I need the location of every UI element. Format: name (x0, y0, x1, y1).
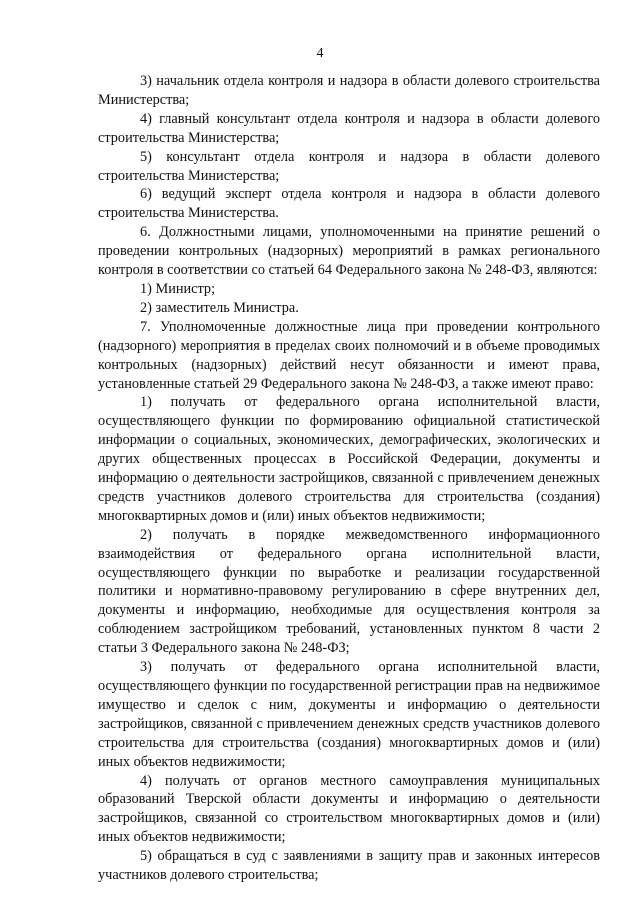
page-number: 4 (316, 46, 324, 61)
paragraph-item-5: 5) консультант отдела контроля и надзора в области долевого строительства Министерства; (98, 148, 600, 184)
paragraph-right-2: 2) получать в порядке межведомственного информационного взаимодействия от федерального органа исполнительной власти, осуществляющего функции по выработке и реализации государственной политики и нормативно-правовому регулированию в сфере внутренних дел, документы и информацию, необходимые для осуществления контроля за соблюдением застройщиком требований, установленных пунктом 8 части 2 статьи 3 Федерального закона № 248-ФЗ; (98, 526, 600, 657)
paragraph-section-6: 6. Должностными лицами, уполномоченными на принятие решений о проведении контрольных (надзорных) мероприятий в рамках регионального контроля в соответствии со статьей 64 Федерального закона № 248-ФЗ, являются: (98, 224, 600, 279)
paragraph-minister: 1) Министр; (140, 280, 216, 297)
paragraph-right-1: 1) получать от федерального органа исполнительной власти, осуществляющего функции по формированию официальной статистической информации о социальных, экономических, демографических, экологических и других общественных процессах в Российской Федерации, документы и информацию о деятельности застройщиков, связанной с привлечением денежных средств участников долевого строительства для строительства (создания) многоквартирных домов и (или) иных объектов недвижимости; (98, 394, 600, 524)
paragraph-item-3: 3) начальник отдела контроля и надзора в области долевого строительства Министерства; (98, 73, 600, 108)
paragraph-right-3: 3) получать от федерального органа исполнительной власти, осуществляющего функции по государственной регистрации прав на недвижимое имущество и сделок с ним, документы и информацию о деятельности застройщиков, связанной с привлечением денежных средств участников долевого строительства для строительства (создания) многоквартирных домов и (или) иных объектов недвижимости; (98, 659, 600, 770)
document-body (98, 72, 600, 885)
paragraph-section-7: 7. Уполномоченные должностные лица при проведении контрольного (надзорного) мероприятия в пределах своих полномочий и в объеме проводимых контрольных (надзорных) действий несут обязанности и имеют права, установленные статьей 29 Федерального закона № 248-ФЗ, а также имеют право: (98, 318, 600, 392)
paragraph-deputy-minister: 2) заместитель Министра. (140, 299, 299, 316)
paragraph-right-5: 5) обращаться в суд с заявлениями в защиту прав и законных интересов участников долевого строительства; (98, 848, 600, 884)
paragraph-right-4: 4) получать от органов местного самоуправления муниципальных образований Тверской области документы и информацию о деятельности застройщиков, связанной со строительством многоквартирных домов и (или) иных объектов недвижимости; (98, 772, 600, 846)
paragraph-item-6: 6) ведущий эксперт отдела контроля и надзора в области долевого строительства Министерства. (98, 186, 600, 222)
paragraph-item-4: 4) главный консультант отдела контроля и надзора в области долевого строительства Министерства; (98, 110, 600, 146)
